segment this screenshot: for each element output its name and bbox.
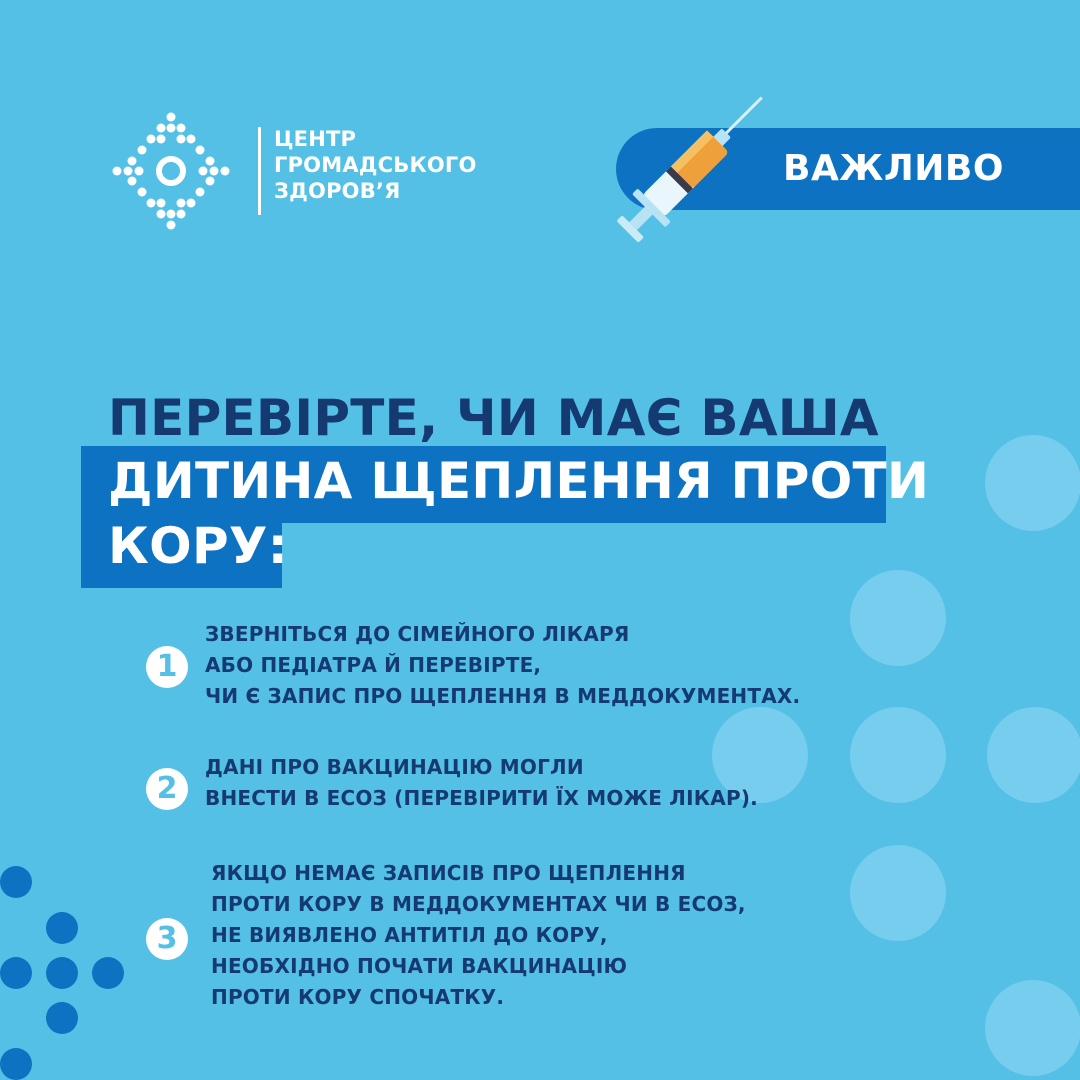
- headline-line: ПЕРЕВІРТЕ, ЧИ МАЄ ВАША: [108, 389, 879, 447]
- step-text-line: ЗВЕРНІТЬСЯ ДО СІМЕЙНОГО ЛІКАРЯ: [205, 622, 630, 646]
- decor-dot: [46, 912, 78, 944]
- important-label: ВАЖЛИВО: [783, 148, 1004, 189]
- decor-bubble: [985, 435, 1080, 531]
- decor-dot: [0, 866, 32, 898]
- step-text-line: ПРОТИ КОРУ В МЕДДОКУМЕНТАХ ЧИ В ЕСОЗ,: [211, 892, 746, 916]
- step-text-3: [211, 858, 746, 1013]
- step-number-2: 2: [146, 768, 188, 810]
- decor-dot: [92, 957, 124, 989]
- step-text-2: [205, 752, 758, 814]
- organization-name-line: ЦЕНТР: [274, 127, 357, 151]
- headline-line: КОРУ:: [108, 517, 289, 575]
- step-text-line: ВНЕСТИ В ЕСОЗ (ПЕРЕВІРИТИ ЇХ МОЖЕ ЛІКАР).: [205, 786, 758, 810]
- step-number-3: 3: [146, 918, 188, 960]
- step-text-line: ПРОТИ КОРУ СПОЧАТКУ.: [211, 985, 505, 1009]
- step-text-line: АБО ПЕДІАТРА Й ПЕРЕВІРТЕ,: [205, 653, 542, 677]
- decor-bubble: [850, 707, 946, 803]
- organization-name: [274, 126, 477, 204]
- decor-dot: [46, 1002, 78, 1034]
- step-text-line: ДАНІ ПРО ВАКЦИНАЦІЮ МОГЛИ: [205, 755, 584, 779]
- decor-dot: [46, 957, 78, 989]
- headline-line: ДИТИНА ЩЕПЛЕННЯ ПРОТИ: [108, 452, 930, 510]
- decor-bubble: [850, 570, 946, 666]
- logo-divider: [258, 127, 261, 215]
- step-text-line: НЕОБХІДНО ПОЧАТИ ВАКЦИНАЦІЮ: [211, 954, 628, 978]
- organization-name-line: ЗДОРОВ’Я: [274, 179, 401, 203]
- decor-bubble: [985, 980, 1080, 1076]
- dotted-cross-logo-icon: [112, 112, 230, 230]
- step-text-1: [205, 619, 800, 712]
- syringe-icon: [600, 90, 780, 250]
- step-text-line: ЯКЩО НЕМАЄ ЗАПИСІВ ПРО ЩЕПЛЕННЯ: [211, 861, 686, 885]
- decor-dot: [0, 957, 32, 989]
- step-number-1: 1: [146, 646, 188, 688]
- organization-name-line: ГРОМАДСЬКОГО: [274, 153, 477, 177]
- decor-bubble: [850, 845, 946, 941]
- decor-bubble: [987, 707, 1080, 803]
- step-text-line: НЕ ВИЯВЛЕНО АНТИТІЛ ДО КОРУ,: [211, 923, 608, 947]
- decor-dot: [0, 1048, 32, 1080]
- step-text-line: ЧИ Є ЗАПИС ПРО ЩЕПЛЕННЯ В МЕДДОКУМЕНТАХ.: [205, 684, 801, 708]
